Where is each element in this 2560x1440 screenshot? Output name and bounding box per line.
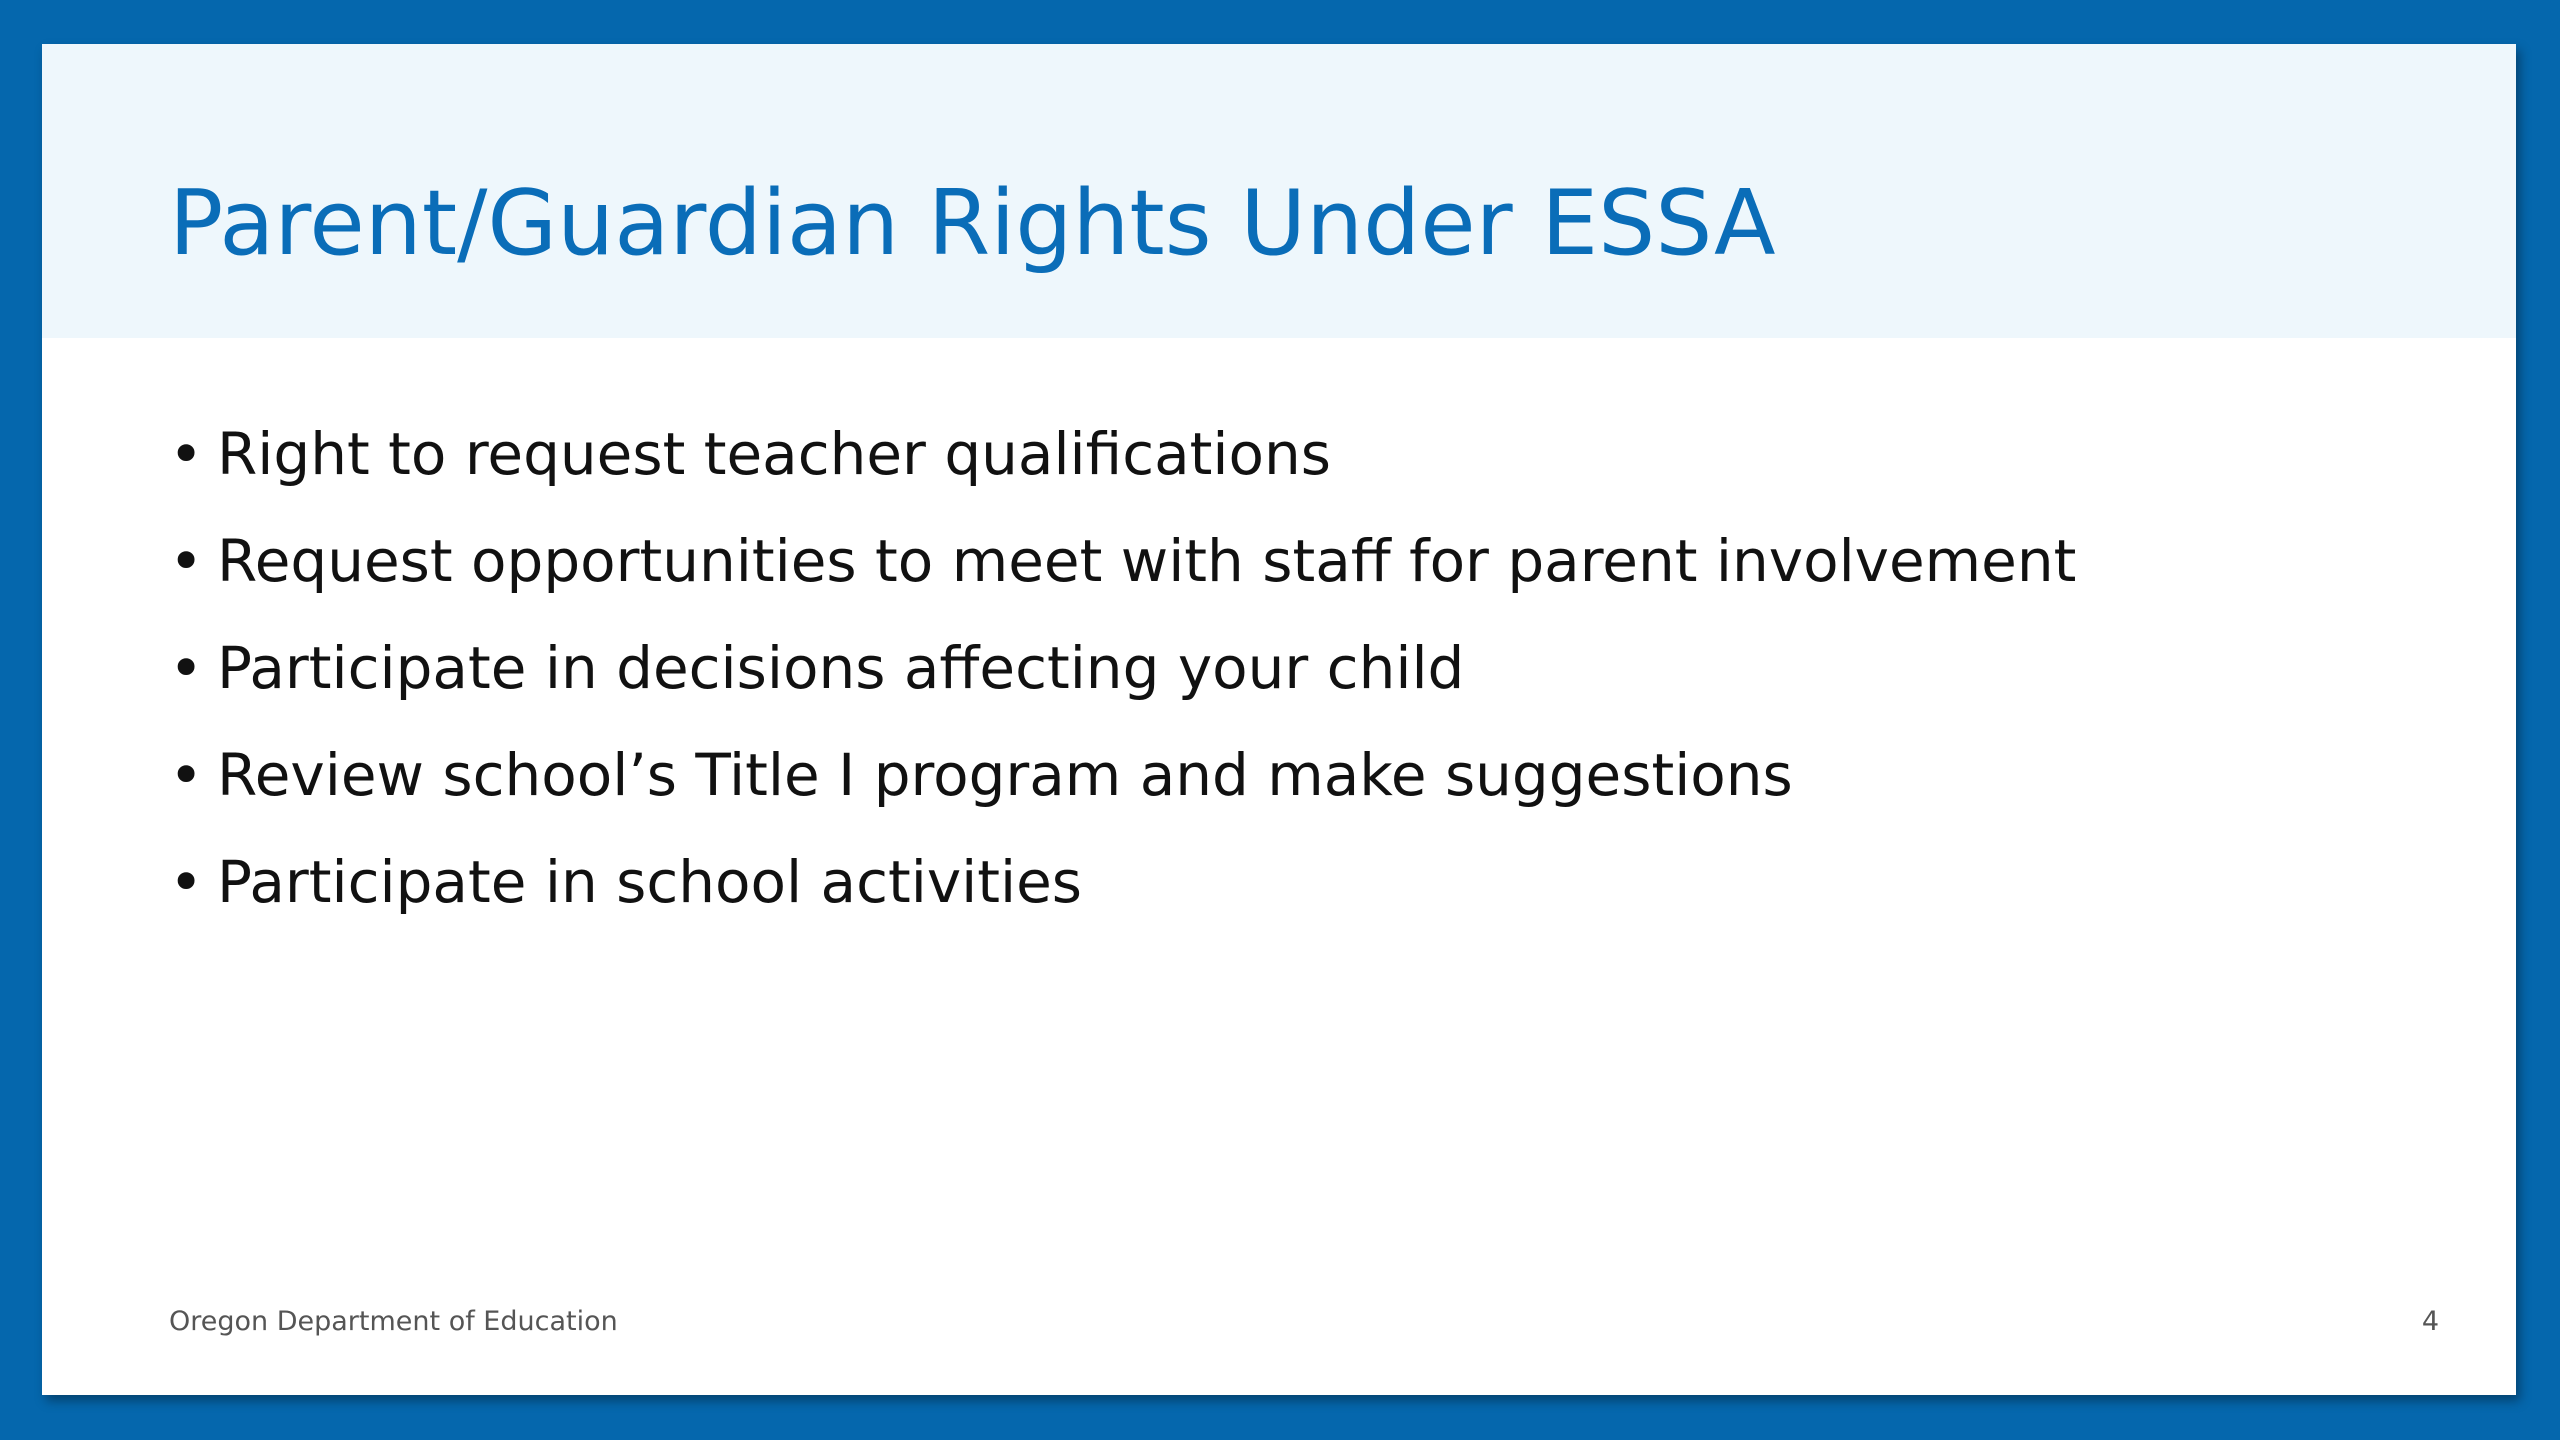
bullet-dot-icon: • xyxy=(169,420,204,488)
bullet-dot-icon: • xyxy=(169,527,204,595)
slide-page-number: 4 xyxy=(2421,1306,2439,1337)
bullet-text: Review school’s Title I program and make suggestions xyxy=(217,741,1793,809)
slide-title: Parent/Guardian Rights Under ESSA xyxy=(169,171,1776,276)
bullet-text: Right to request teacher qualifications xyxy=(217,420,1331,488)
footer-organization: Oregon Department of Education xyxy=(169,1306,618,1337)
bullet-text: Participate in school activities xyxy=(217,848,1083,916)
bullet-text: Participate in decisions affecting your child xyxy=(217,634,1465,702)
bullet-text: Request opportunities to meet with staff for parent involvement xyxy=(217,527,2077,595)
bullet-dot-icon: • xyxy=(169,741,204,809)
bullet-dot-icon: • xyxy=(169,848,204,916)
bullet-dot-icon: • xyxy=(169,634,204,702)
slide xyxy=(42,44,2516,1395)
